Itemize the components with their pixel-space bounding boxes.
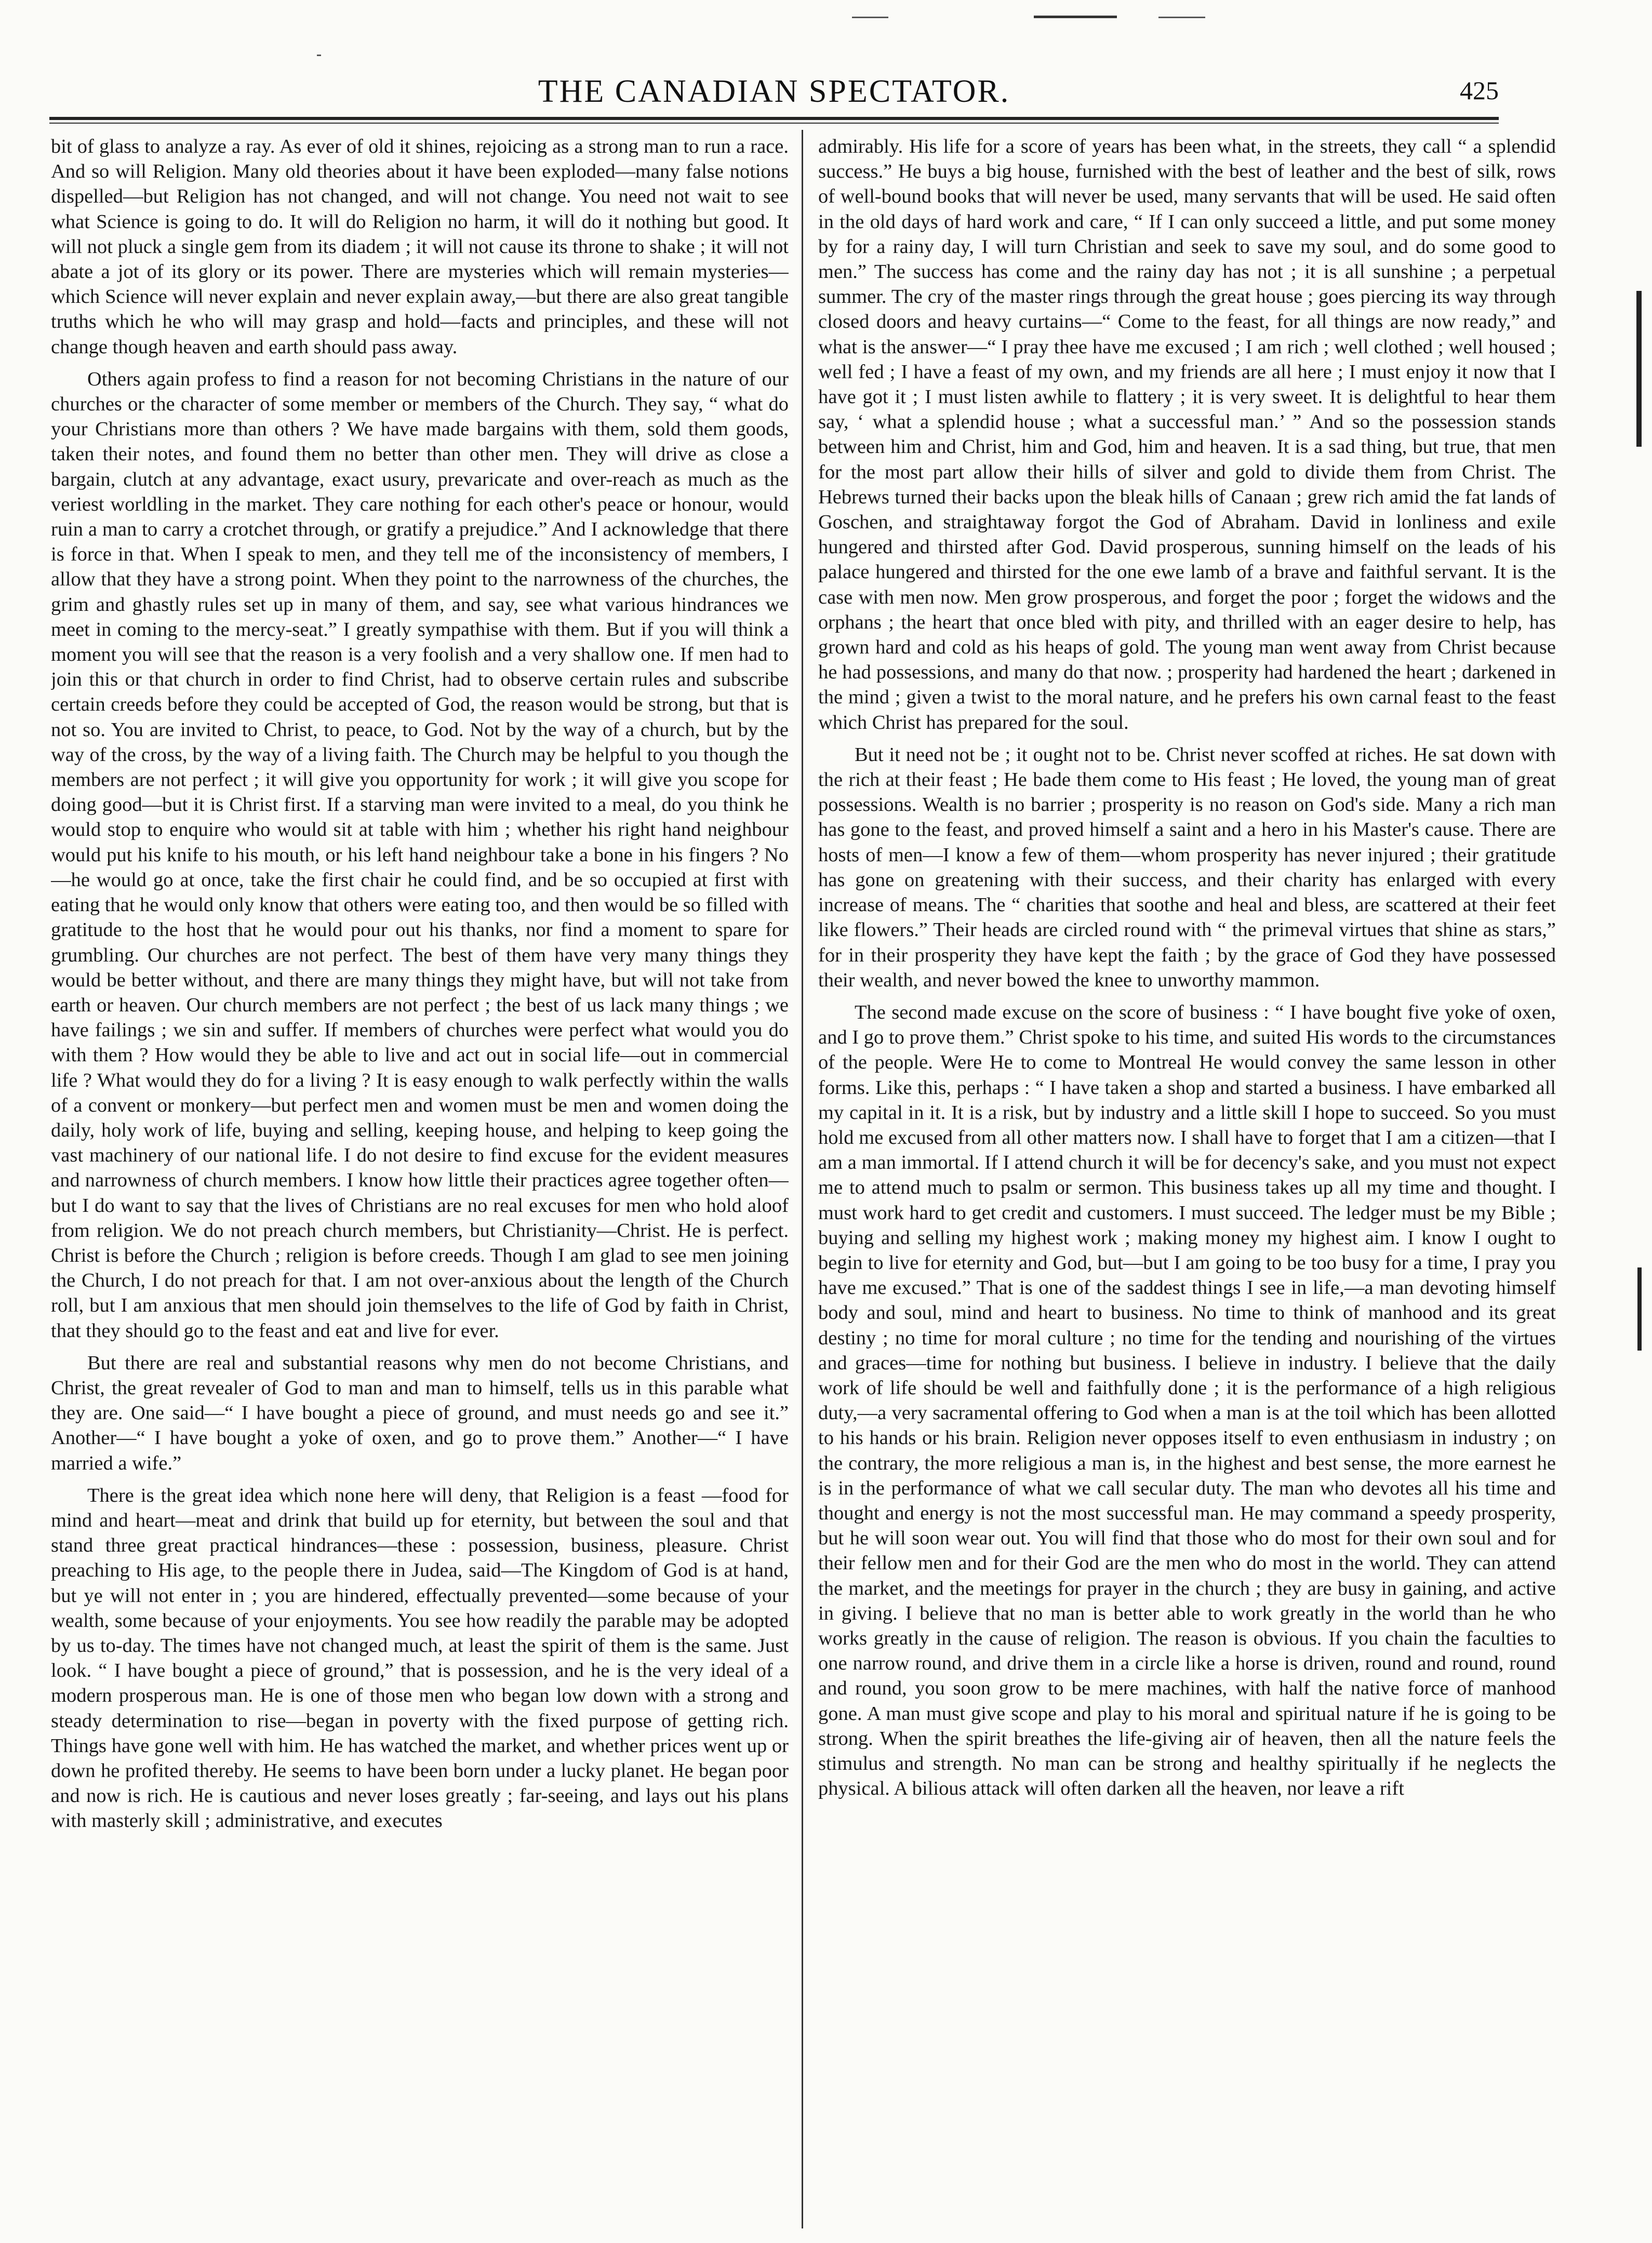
scan-mark [1034, 16, 1117, 18]
header-rule-thin [49, 123, 1499, 124]
paragraph: admirably. His life for a score of years has been what, in the streets, they call “ a splendid success.” He buys a big house, furnished with the best of leather and the best of silk, rows of well-bound books that will never be used, many servants that will be used. He said often in the old days of hard work and care, “ If I can only succeed a little, and put some money by for a rainy day, I will turn Christian and seek to save my soul, and do some good to men.” The success has come and the rainy day has not ; it is all sunshine ; a perpetual summer. The cry of the master rings through the great house ; goes piercing its way through closed doors and heavy curtains—“ Come to the feast, for all things are now ready,” and what is the answer—“ I pray thee have me excused ; I am rich ; well clothed ; well housed ; well fed ; I have a feast of my own, and my friends are all here ; I must enjoy it now that I have got it ; I must listen awhile to flattery ; it is very sweet. It is delightful to hear them say, ‘ what a splendid house ; what a successful man.’ ” And so the possession stands between him and Christ, him and God, him and heaven. It is a sad thing, but true, that men for the most part allow their hills of silver and gold to divide them from Christ. The Hebrews turned their backs upon the bleak hills of Canaan ; grew rich amid the fat lands of Goschen, and straightaway forgot the God of Abraham. David in lonliness and exile hungered and thirsted after God. David prosperous, sunning himself on the leads of his palace hungered and thirsted for the one ewe lamb of a brave and faithful servant. It is the case with men now. Men grow prosperous, and forget the poor ; forget the widows and the orphans ; the heart that once bled with pity, and thrilled with an eager desire to help, has grown hard and cold as his heaps of gold. The young man went away from Christ because he had possessions, and many do that now. ; prosperity had hardened the heart ; darkened in the mind ; given a twist to the moral nature, and he prefers his own carnal feast to the feast which Christ has prepared for the soul. [818, 136, 1556, 733]
binding-edge-mark [1637, 1267, 1642, 1351]
scan-mark [1158, 17, 1205, 18]
scan-mark [852, 17, 888, 18]
scan-mark [317, 55, 321, 56]
column-divider [802, 130, 803, 2228]
right-column [818, 134, 1556, 2233]
page-number: 425 [1460, 76, 1499, 105]
header-rule [49, 117, 1499, 120]
paragraph: Others again profess to find a reason for not becoming Christians in the nature of our churches or the character of some member or members of the Church. They say, “ what do your Christians more than others ? We have made bargains with them, sold them goods, taken their notes, and found them no better than other men. They will drive as close a bargain, clutch at any advantage, exact usury, prevaricate and over-reach as much as the veriest worldling in the market. They care nothing for each other's peace or honour, would ruin a man to carry a crotchet through, or gratify a prejudice.” And I acknowledge that there is force in that. When I speak to men, and they tell me of the inconsistency of members, I allow that they have a strong point. When they point to the narrowness of the churches, the grim and ghastly rules set up in many of them, and say, see what various hindrances we meet in coming to the mercy-seat.” I greatly sympathise with them. But if you will think a moment you will see that the reason is a very foolish and a very shallow one. If men had to join this or that church in order to find Christ, had to observe certain rules and subscribe certain creeds before they could be accepted of God, the reason would be strong, but that is not so. You are invited to Christ, to peace, to God. Not by the way of a church, but by the way of the cross, by the way of a living faith. The Church may be helpful to you though the members are not perfect ; it will give you opportunity for work ; it will give you scope for doing good—but it is Christ first. If a starving man were invited to a meal, do you think he would stop to enquire who would sit at table with him ; whether his right hand neighbour would put his knife to his mouth, or his left hand neighbour take a bone in his fingers ? No—he would go at once, take the first chair he could find, and be so occupied at first with eating that he would only know that others were eating too, and then would be so filled with gratitude to the host that he would pour out his thanks, nor find a moment to spare for grumbling. Our churches are not perfect. The best of them have very many things they would be better without, and there are many things they might have, but will not take from earth or heaven. Our church members are not perfect ; the best of us lack many things ; we have failings ; we sin and suffer. If members of churches were perfect what would you do with them ? How would they be able to live and act out in social life—out in commercial life ? What would they do for a living ? It is easy enough to walk perfectly within the walls of a convent or monkery—but perfect men and women must be men and women doing the daily, holy work of life, buying and selling, keeping house, and helping to keep going the vast machinery of our national life. I do not desire to find excuse for the evident measures and narrowness of church members. I know how little their practices agree together often—but I do want to say that the lives of Christians are no real excuses for men who hold aloof from religion. We do not preach church members, but Christianity—Christ. He is perfect. Christ is before the Church ; religion is before creeds. Though I am glad to see men joining the Church, I do not preach for that. I am not over-anxious about the length of the Church roll, but I am anxious that men should join themselves to the life of God by faith in Christ, that they should go to the feast and eat and live for ever. [51, 368, 789, 1342]
paragraph: The second made excuse on the score of business : “ I have bought five yoke of oxen, and I go to prove them.” Christ spoke to his time, and suited His words to the circumstances of the people. Were He to come to Montreal He would convey the same lesson in other forms. Like this, perhaps : “ I have taken a shop and started a business. I have embarked all my capital in it. It is a risk, but by industry and a little skill I hope to succeed. So you must hold me excused from all other matters now. I shall have to forget that I am a citizen—that I am a man immortal. If I attend church it will be for decency's sake, and you must not expect me to attend much to psalm or sermon. This business takes up all my time and thought. I must work hard to get credit and customers. I must succeed. The ledger must be my Bible ; buying and selling my highest work ; making money my highest aim. I know I ought to begin to live for eternity and God, but—but I am going to be too busy for a time, I pray you have me excused.” That is one of the saddest things I see in life,—a man devoting himself body and soul, mind and heart to business. No time to think of manhood and its great destiny ; no time for moral culture ; no time for the tending and nourishing of the virtues and graces—time for nothing but business. I believe in industry. I believe that the daily work of life should be well and faithfully done ; it is the performance of a high religious duty,—a very sacramental offering to God when a man is at the toil which has been allotted to his hands or his brain. Religion never opposes itself to even enthusiasm in industry ; on the contrary, the more religious a man is, in the highest and best sense, the more earnest he is in the performance of what we call secular duty. The man who devotes all his time and thought and energy is not the most successful man. He may command a speedy prosperity, but he will soon wear out. You will find that those who do most for their own soul and for their fellow men and for their God are the men who do most in the world. They can attend the market, and the meetings for prayer in the church ; they are busy in gaining, and active in giving. I believe that no man is better able to work greatly in the world than he who works greatly in the cause of religion. The reason is obvious. If you chain the faculties to one narrow round, and drive them in a circle like a horse is driven, round and round, round and round, you soon grow to be mere machines, with half the native force of manhood gone. A man must give scope and play to his moral and spiritual nature if he is going to be strong. When the spirit breathes the life-giving air of heaven, then all the nature feels the stimulus and strength. No man can be strong and healthy spiritually if he neglects the physical. A bilious attack will often darken all the heaven, nor leave a rift [818, 1001, 1556, 1800]
paragraph: But there are real and substantial reasons why men do not become Christians, and Christ, the great revealer of God to man and man to himself, tells us in this parable what they are. One said—“ I have bought a piece of ground, and must needs go and see it.” Another—“ I have bought a yoke of oxen, and go to prove them.” Another—“ I have married a wife.” [51, 1352, 789, 1474]
left-column [51, 134, 789, 2233]
paragraph: There is the great idea which none here will deny, that Religion is a feast —food for mind and heart—meat and drink that build up for eternity, but between the soul and that stand three great practical hindrances—these : possession, business, pleasure. Christ preaching to His age, to the people there in Judea, said—The Kingdom of God is at hand, but ye will not enter in ; you are hindered, effectually prevented—some because of your wealth, some because of your enjoyments. You see how readily the parable may be adopted by us to-day. The times have not changed much, at least the spirit of them is the same. Just look. “ I have bought a piece of ground,” that is possession, and he is the very ideal of a modern prosperous man. He is one of those men who began low down with a strong and steady determination to rise—began in poverty with the fixed purpose of getting rich. Things have gone well with him. He has watched the market, and whether prices went up or down he profited thereby. He seems to have been born under a lucky planet. He began poor and now is rich. He is cautious and never loses greatly ; far-seeing, and lays out his plans with masterly skill ; administrative, and executes [51, 1484, 789, 1832]
page-title: THE CANADIAN SPECTATOR. [538, 74, 1010, 109]
paragraph: But it need not be ; it ought not to be. Christ never scoffed at riches. He sat down with the rich at their feast ; He bade them come to His feast ; He loved, the young man of great possessions. Wealth is no barrier ; prosperity is no reason on God's side. Many a rich man has gone to the feast, and proved himself a saint and a hero in his Master's cause. There are hosts of men—I know a few of them—whom prosperity has never injured ; their gratitude has gone on greatening with their success, and their charity has enlarged with every increase of means. The “ charities that soothe and heal and bless, are scattered at their feet like flowers.” Their heads are circled round with “ the primeval virtues that shine as stars,” for in their prosperity they have kept the faith ; by the grace of God they have possessed their wealth, and never bowed the knee to unworthy mammon. [818, 743, 1556, 991]
binding-edge-mark [1636, 291, 1642, 447]
page-header [49, 70, 1499, 112]
paragraph: bit of glass to analyze a ray. As ever of old it shines, rejoicing as a strong man to run a race. And so will Religion. Many old theories about it have been exploded—many false notions dispelled—but Religion has not changed, and will not change. You need not wait to see what Science is going to do. It will do Religion no harm, it will do it nothing but good. It will not pluck a single gem from its diadem ; it will not cause its throne to shake ; it will not abate a jot of its glory or its power. There are mysteries which will remain mysteries—which Science will never explain and never explain away,—but there are also great tangible truths which he who will may grasp and hold—facts and principles, and these will not change though heaven and earth should pass away. [51, 136, 789, 358]
